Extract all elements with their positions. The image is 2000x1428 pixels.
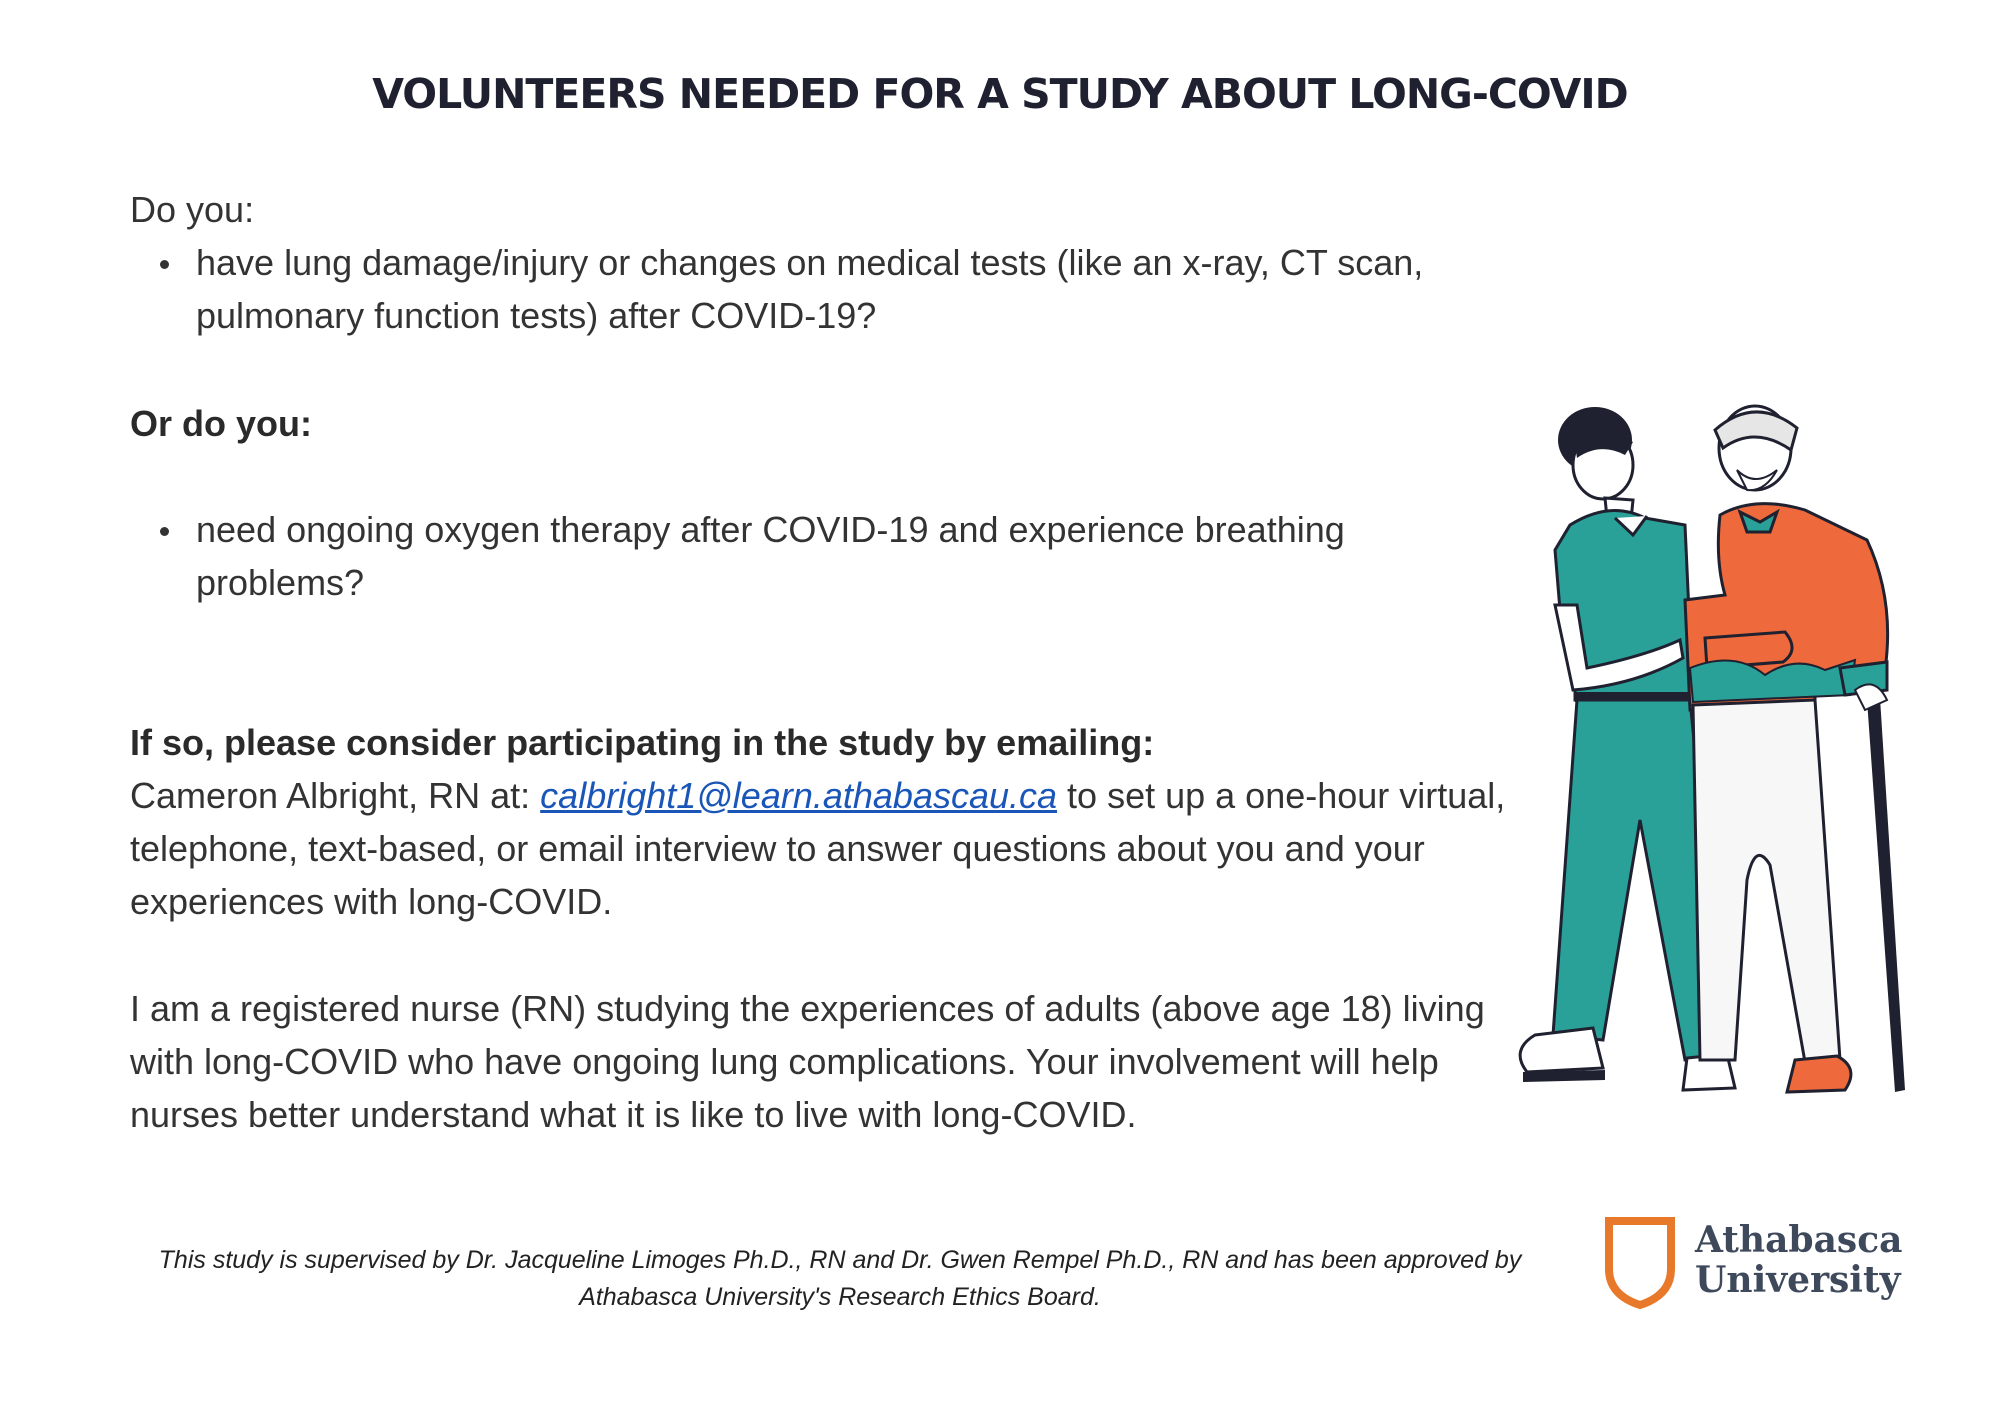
logo-wordmark xyxy=(1695,1220,1902,1300)
athabasca-university-logo xyxy=(1555,1165,1955,1375)
question-item: have lung damage/injury or changes on medical tests (like an x-ray, CT scan, pulmonary function tests) after COVID-19? xyxy=(130,236,1580,342)
question-intro-alt: Or do you: xyxy=(130,403,312,444)
call-to-action xyxy=(130,716,1550,928)
about-paragraph xyxy=(130,982,1550,1141)
supervision-footnote: This study is supervised by Dr. Jacqueline Limoges Ph.D., RN and Dr. Gwen Rempel Ph.D., RN and has been approved by Athabasca University's Research Ethics Board. xyxy=(158,1246,1522,1311)
cta-prefix: Cameron Albright, RN at: xyxy=(130,775,541,816)
cta-text xyxy=(130,769,1550,928)
logo-line-2: University xyxy=(1695,1259,1901,1301)
email-link[interactable]: calbright1@learn.athabascau.ca xyxy=(540,775,1058,816)
question-list-1 xyxy=(130,236,1580,342)
question-item: need ongoing oxygen therapy after COVID-19 and experience breathing problems? xyxy=(130,503,1430,609)
about-text: I am a registered nurse (RN) studying the experiences of adults (above age 18) living with long-COVID who have ongoing lung complications. Your involvement will help nurses better understand what it is like to live with long-COVID. xyxy=(130,988,1485,1135)
question-list-2 xyxy=(130,503,1430,609)
page-title: VOLUNTEERS NEEDED FOR A STUDY ABOUT LONG-COVID xyxy=(372,70,1628,118)
section-or-do-you xyxy=(130,397,1430,609)
nurse-helping-elderly-man-icon xyxy=(1515,400,1985,1110)
logo-line-1: Athabasca xyxy=(1695,1219,1903,1261)
section-do-you xyxy=(130,183,1580,342)
question-intro: Do you: xyxy=(130,189,255,230)
cta-suffix: to set up a one-hour virtual, telephone, text-based, or email interview to answer questions about you and your experiences with long-COVID. xyxy=(130,775,1506,922)
shield-icon xyxy=(1605,1217,1675,1309)
cta-heading: If so, please consider participating in the study by emailing: xyxy=(130,722,1155,763)
